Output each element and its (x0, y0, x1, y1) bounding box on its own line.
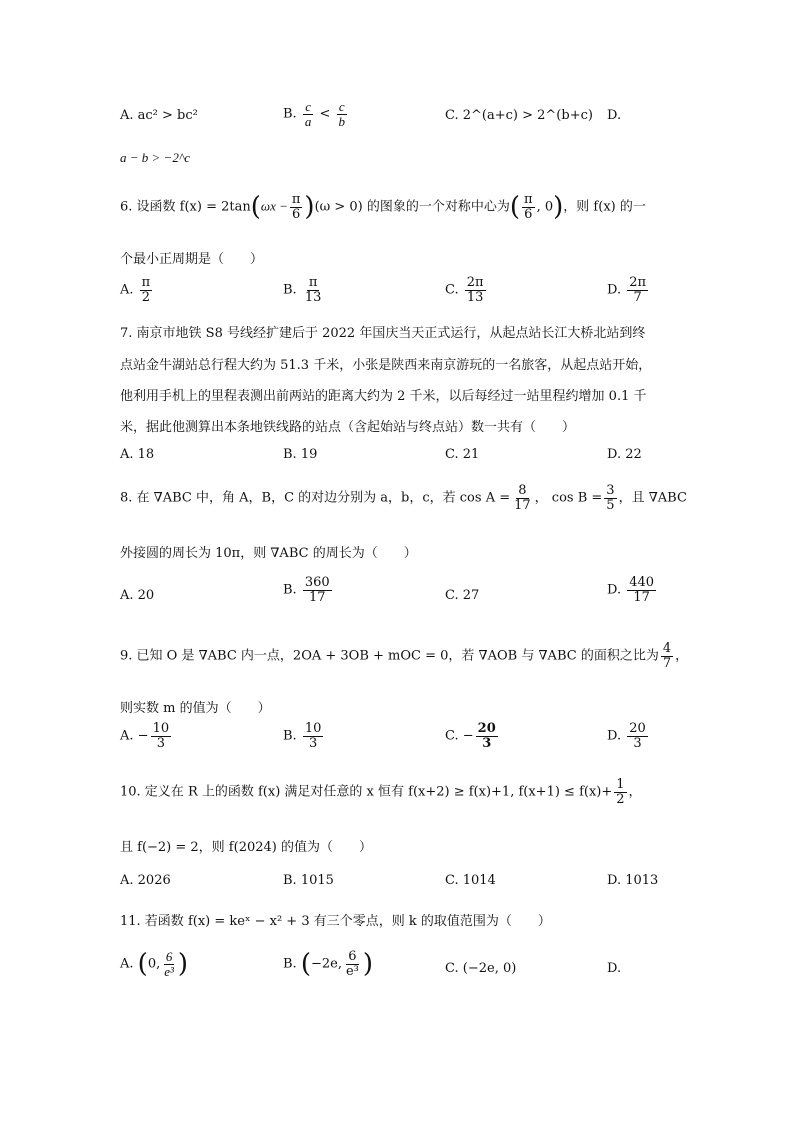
q11-option-a: A. (0, $\frac{6}{\text{e³}}$ ) (120, 949, 189, 980)
q8-option-b: B. $\frac{360}{17}$ (283, 575, 330, 605)
q11-option-b: B. (−2e, $\frac{6}{\text{e³}}$ ) (283, 949, 374, 980)
q9-stem: 9. 已知 O 是 ∇ABC 内一点，2OA + 3OB + mOC = 0，若 ∇AOB 与 ∇ABC 的面积之比为 $\frac{4}{7}$ ， (120, 641, 689, 671)
q7-option-a: A. 18 (120, 447, 155, 462)
q7-option-b: B. 19 (283, 447, 318, 462)
q7-line-1: 7. 南京市地铁 S8 号线经扩建后于 2022 年国庆当天正式运行，从起点站长江大桥北站到终 (120, 326, 646, 341)
q8-option-d: D. $\frac{440}{17}$ (607, 575, 655, 605)
q8-stem-cont: 外接圆的周长为 10π，则 ∇ABC 的周长为（ ） (120, 546, 417, 561)
q6-option-d: D. $\frac{2\pi}{7}$ (607, 275, 647, 305)
q9-option-b: B. $\frac{10}{3}$ (283, 721, 322, 751)
q5-option-a: A. ac² > bc² (120, 108, 198, 123)
q10-option-a: A. 2026 (120, 873, 171, 888)
q7-line-4: 米，据此他测算出本条地铁线路的站点（含起始站与终点站）数一共有（ ） (120, 420, 576, 435)
q5-option-b: B. $\frac{c}{a}$ < $\frac{c}{b}$ (283, 99, 346, 129)
q10-option-b: B. 1015 (283, 873, 334, 888)
q5-option-d: D. (607, 108, 622, 123)
q6-option-b: B. $\frac{\pi}{13}$ (283, 275, 322, 305)
q5-option-d-continued: a − b > −2^c (120, 150, 191, 165)
q8-stem: 8. 在 ∇ABC 中，角 A，B，C 的对边分别为 a，b，c，若 cos A = $\frac{8}{17}$ ， cos B = $\frac{3}{5}$ ，且 ∇ABC (120, 483, 687, 513)
q10-option-c: C. 1014 (445, 873, 496, 888)
q9-option-d: D. $\frac{20}{3}$ (607, 721, 646, 751)
q7-option-c: C. 21 (445, 447, 480, 462)
q7-line-3: 他利用手机上的里程表测出前两站的距离大约为 2 千米，以后每经过一站里程约增加 0.1 千 (120, 389, 647, 404)
q10-stem: 10. 定义在 R 上的函数 f(x) 满足对任意的 x 恒有 f(x+2) ≥ f(x)+1, f(x+1) ≤ f(x)+ $\frac{1}{2}$ ， (120, 777, 642, 807)
q11-option-c: C. (−2e, 0) (445, 961, 517, 976)
q8-option-c: C. 27 (445, 588, 480, 603)
q7-option-d: D. 22 (607, 447, 642, 462)
q5-option-c: C. 2^(a+c) > 2^(b+c) (445, 108, 593, 123)
q9-option-c: C. − $\frac{20}{3}$ (445, 721, 496, 751)
q6-option-a: A. $\frac{\pi}{2}$ (120, 275, 151, 305)
q11-option-d: D. (607, 961, 622, 976)
q11-stem: 11. 若函数 f(x) = keˣ − x² + 3 有三个零点，则 k 的取值范围为（ ） (120, 914, 551, 929)
q8-option-a: A. 20 (120, 588, 155, 603)
q9-stem-cont: 则实数 m 的值为（ ） (120, 701, 271, 716)
q9-option-a: A. − $\frac{10}{3}$ (120, 721, 170, 751)
q7-line-2: 点站金牛湖站总行程大约为 51.3 千米，小张是陕西来南京游玩的一名旅客，从起点站开始， (120, 358, 652, 373)
q6-stem-cont: 个最小正周期是（ ） (120, 252, 264, 267)
q10-option-d: D. 1013 (607, 873, 659, 888)
q6-stem: 6. 设函数 f(x) = 2tan(ωx − $\frac{\pi}{6}$ )(ω > 0) 的图象的一个对称中心为( $\frac{\pi}{6}$ , 0)，则 f(x) 的一 (120, 192, 646, 223)
q6-option-c: C. $\frac{2\pi}{13}$ (445, 275, 484, 305)
q10-stem-cont: 且 f(−2) = 2，则 f(2024) 的值为（ ） (120, 840, 372, 855)
